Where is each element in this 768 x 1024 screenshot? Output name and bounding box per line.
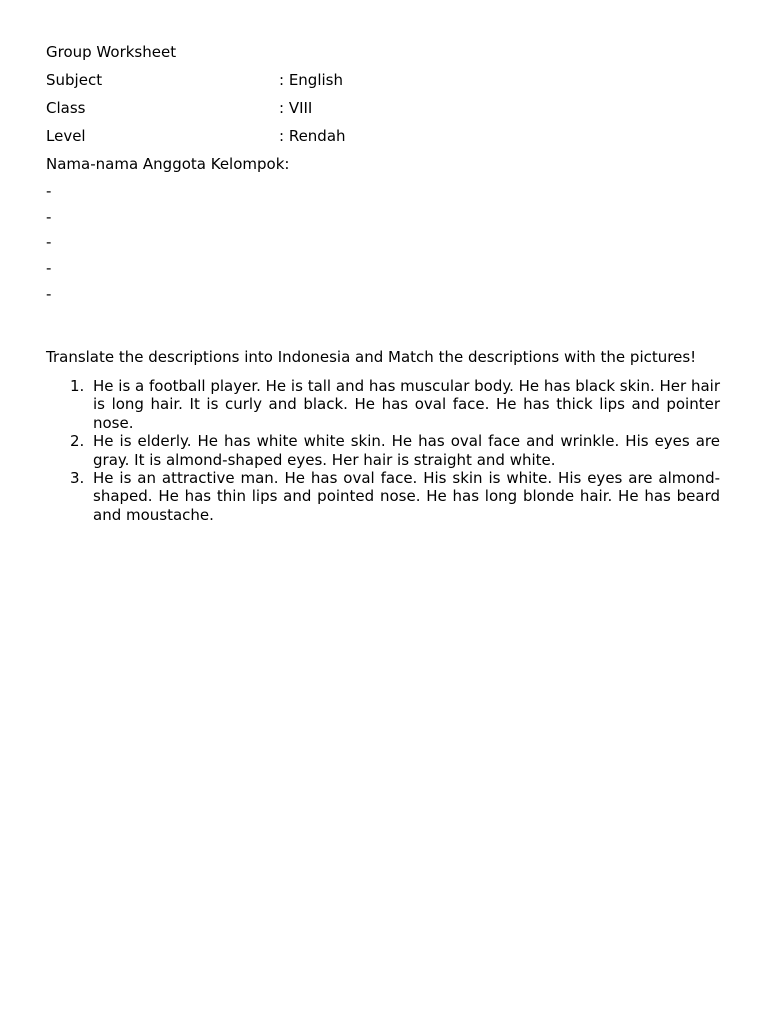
- members-label: Nama-nama Anggota Kelompok:: [46, 155, 290, 173]
- level-row: [46, 127, 446, 145]
- item-text: He is a football player. He is tall and has muscular body. He has black skin. Her hair is long hair. It is curly and black. He has oval face. He has thick lips and pointer nose.: [93, 377, 720, 432]
- item-text: He is an attractive man. He has oval face. His skin is white. His eyes are almond-shaped. He has thin lips and pointed nose. He has long blonde hair. He has beard and moustache.: [93, 469, 720, 524]
- worksheet-title: Group Worksheet: [46, 43, 177, 61]
- subject-label: Subject: [46, 71, 103, 89]
- list-item: [46, 377, 720, 432]
- description-list: [46, 377, 720, 524]
- subject-row: [46, 71, 446, 89]
- list-item: [46, 469, 720, 524]
- level-label: Level: [46, 127, 86, 145]
- item-number: 1.: [70, 377, 85, 395]
- member-slot-2: -: [46, 208, 52, 226]
- level-value: : Rendah: [279, 127, 346, 145]
- item-text: He is elderly. He has white white skin. He has oval face and wrinkle. His eyes are gray. It is almond-shaped eyes. Her hair is straight and white.: [93, 432, 720, 469]
- task-instruction: Translate the descriptions into Indonesia and Match the descriptions with the pictures!: [46, 348, 697, 366]
- member-slot-5: -: [46, 285, 52, 303]
- class-row: [46, 99, 446, 117]
- item-number: 3.: [70, 469, 85, 488]
- member-slot-3: -: [46, 233, 52, 251]
- list-item: [46, 432, 720, 469]
- subject-value: : English: [279, 71, 343, 89]
- item-number: 2.: [70, 432, 85, 451]
- member-slot-4: -: [46, 259, 52, 277]
- member-slot-1: -: [46, 182, 52, 200]
- class-label: Class: [46, 99, 86, 117]
- class-value: : VIII: [279, 99, 313, 117]
